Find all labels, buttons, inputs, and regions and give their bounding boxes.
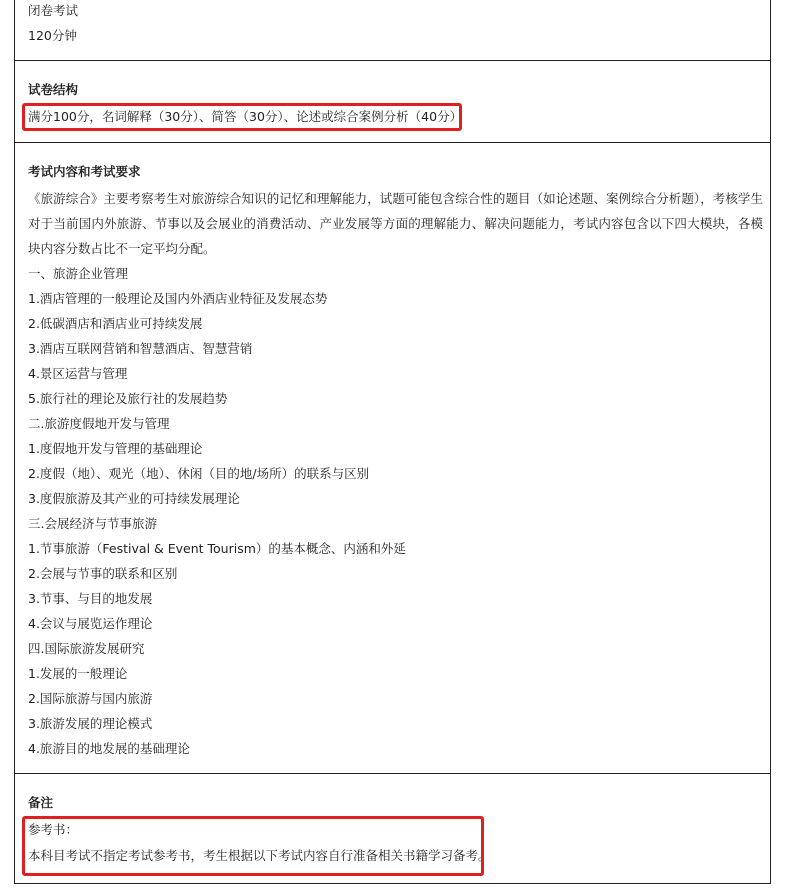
content-list-item: 2.国际旅游与国内旅游 <box>28 691 153 706</box>
content-list-item: 四.国际旅游发展研究 <box>28 641 145 656</box>
content-list-item: 3.旅游发展的理论模式 <box>28 716 153 731</box>
content-list-item: 2.度假（地）、观光（地）、休闲（目的地/场所）的联系与区别 <box>28 466 370 481</box>
structure-heading: 试卷结构 <box>28 82 79 97</box>
notes-heading: 备注 <box>28 795 54 810</box>
content-list-item: 1.酒店管理的一般理论及国内外酒店业特征及发展态势 <box>28 291 328 306</box>
content-list-item: 4.景区运营与管理 <box>28 366 128 381</box>
content-list-item: 二.旅游度假地开发与管理 <box>28 416 170 431</box>
content-list-item: 3.酒店互联网营销和智慧酒店、智慧营销 <box>28 341 253 356</box>
content-list-item: 1.度假地开发与管理的基础理论 <box>28 441 203 456</box>
content-list-item: 三.会展经济与节事旅游 <box>28 516 157 531</box>
content-list-item: 一、旅游企业管理 <box>28 266 129 281</box>
content-list-item: 4.会议与展览运作理论 <box>28 616 153 631</box>
notes-highlight-box <box>22 816 484 876</box>
structure-highlight-box <box>22 103 462 131</box>
content-list-item: 1.节事旅游（Festival & Event Tourism）的基本概念、内涵和外延 <box>28 541 406 556</box>
structure-text: 满分100分，名词解释（30分）、简答（30分）、论述或综合案例分析（40分） <box>28 109 463 124</box>
content-list-item: 2.低碳酒店和酒店业可持续发展 <box>28 316 203 331</box>
exam-duration-text: 120分钟 <box>28 28 77 43</box>
reference-label: 参考书： <box>28 822 79 837</box>
content-list-item: 5.旅行社的理论及旅行社的发展趋势 <box>28 391 228 406</box>
content-list-item: 1.发展的一般理论 <box>28 666 128 681</box>
reference-text: 本科目考试不指定考试参考书，考生根据以下考试内容自行准备相关书籍学习备考。 <box>28 848 491 863</box>
exam-content-section <box>14 143 771 774</box>
content-list-item: 3.节事、与目的地发展 <box>28 591 153 606</box>
content-list-item: 3.度假旅游及其产业的可持续发展理论 <box>28 491 240 506</box>
content-list-item: 4.旅游目的地发展的基础理论 <box>28 741 190 756</box>
content-heading: 考试内容和考试要求 <box>28 164 141 179</box>
content-intro: 《旅游综合》主要考察考生对旅游综合知识的记忆和理解能力，试题可能包含综合性的题目（如论述题、案例综合分析题），考核学生对于当前国内外旅游、节事以及会展业的消费活动、产业发展等方面的理解能力、解决问题能力，考试内容包含以下四大模块，各模块内容分数占比不一定平均分配。 <box>28 191 763 256</box>
exam-format-section <box>14 0 771 61</box>
content-list-item: 2.会展与节事的联系和区别 <box>28 566 178 581</box>
exam-type-text: 闭卷考试 <box>28 3 79 18</box>
